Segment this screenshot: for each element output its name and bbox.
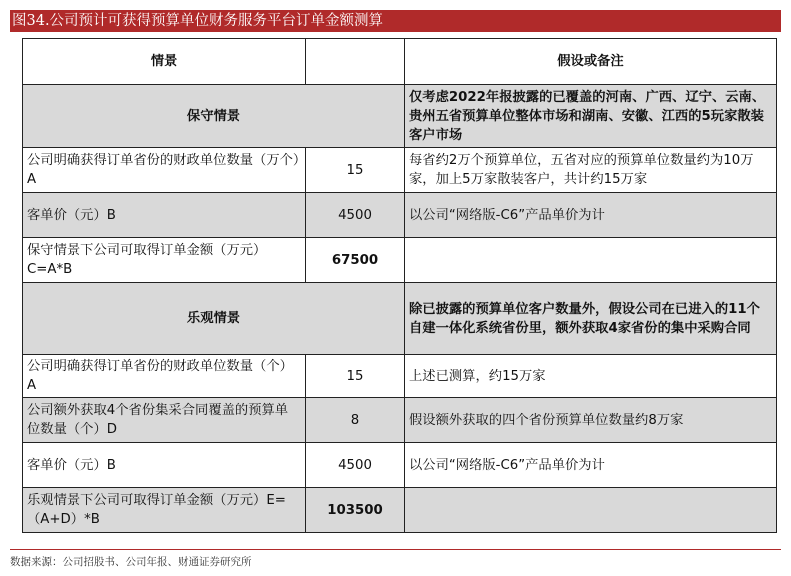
row-label: 客单价（元）B [23, 443, 306, 488]
row-value: 15 [306, 148, 405, 193]
row-note: 以公司“网络版-C6”产品单价为计 [405, 443, 777, 488]
figure-title: 图34.公司预计可获得预算单位财务服务平台订单金额测算 [10, 10, 781, 32]
row-note: 上述已测算，约15万家 [405, 355, 777, 398]
section-name-conservative: 保守情景 [23, 85, 405, 148]
source-note: 数据来源：公司招股书、公司年报、财通证券研究所 [10, 556, 252, 568]
section-name-optimistic: 乐观情景 [23, 283, 405, 355]
table-row [23, 488, 777, 533]
header-scenario: 情景 [23, 39, 306, 85]
section-row-conservative [23, 85, 777, 148]
header-assumption: 假设或备注 [405, 39, 777, 85]
row-label: 公司明确获得订单省份的财政单位数量（个）A [23, 355, 306, 398]
section-note-conservative: 仅考虑2022年报披露的已覆盖的河南、广西、辽宁、云南、贵州五省预算单位整体市场和湖南、安徽、江西的5玩家散装客户市场 [405, 85, 777, 148]
row-note: 每省约2万个预算单位，五省对应的预算单位数量约为10万家，加上5万家散装客户，共计约15万家 [405, 148, 777, 193]
row-note: 假设额外获取的四个省份预算单位数量约8万家 [405, 398, 777, 443]
source-divider [10, 549, 781, 550]
row-value: 67500 [306, 238, 405, 283]
row-label: 客单价（元）B [23, 193, 306, 238]
row-label: 乐观情景下公司可取得订单金额（万元）E=（A+D）*B [23, 488, 306, 533]
row-label: 公司额外获取4个省份集采合同覆盖的预算单位数量（个）D [23, 398, 306, 443]
row-note: 以公司“网络版-C6”产品单价为计 [405, 193, 777, 238]
table-row [23, 398, 777, 443]
table-row [23, 148, 777, 193]
table-header-row [23, 39, 777, 85]
row-value: 8 [306, 398, 405, 443]
table-row [23, 193, 777, 238]
row-note [405, 488, 777, 533]
row-value: 4500 [306, 193, 405, 238]
row-label: 公司明确获得订单省份的财政单位数量（万个）A [23, 148, 306, 193]
table-row [23, 443, 777, 488]
table-row [23, 355, 777, 398]
row-label: 保守情景下公司可取得订单金额（万元）C=A*B [23, 238, 306, 283]
estimate-table [22, 38, 777, 533]
section-row-optimistic [23, 283, 777, 355]
row-note [405, 238, 777, 283]
row-value: 15 [306, 355, 405, 398]
table-row [23, 238, 777, 283]
row-value: 4500 [306, 443, 405, 488]
row-value: 103500 [306, 488, 405, 533]
section-note-optimistic: 除已披露的预算单位客户数量外，假设公司在已进入的11个自建一体化系统省份里，额外获取4家省份的集中采购合同 [405, 283, 777, 355]
header-value [306, 39, 405, 85]
